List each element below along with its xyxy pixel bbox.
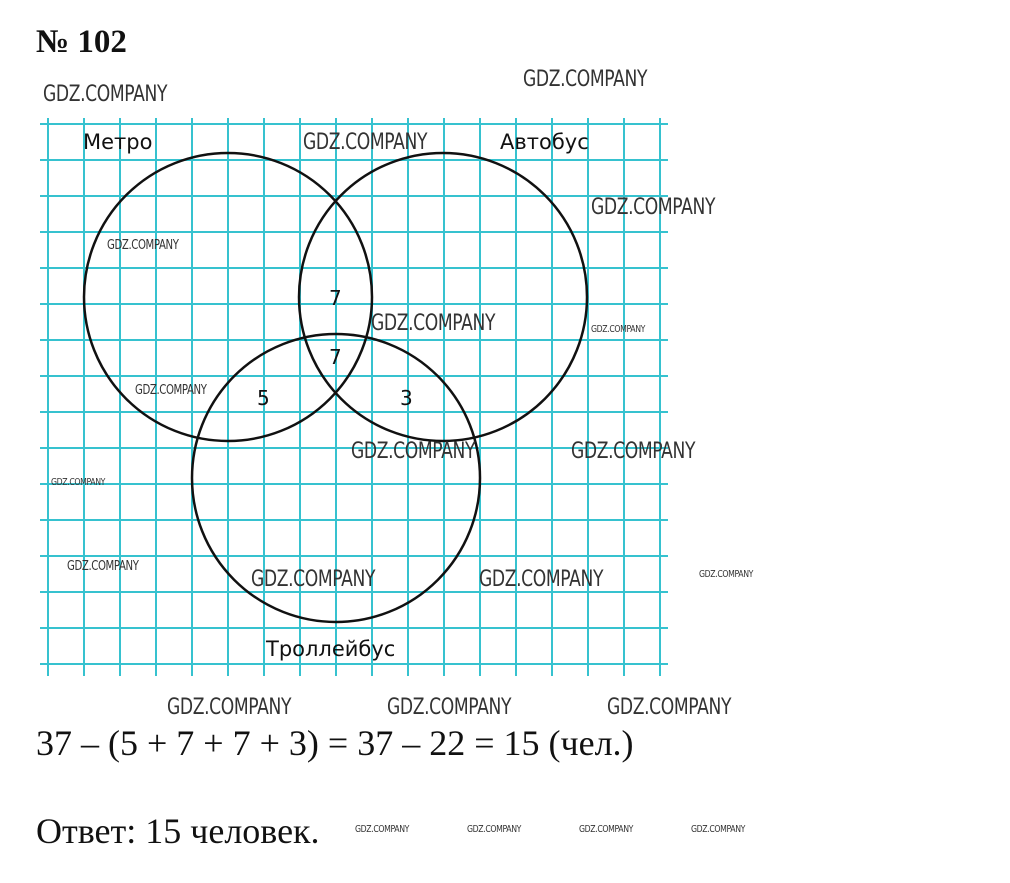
watermark: GDZ.COMPANY — [579, 824, 634, 835]
answer: Ответ: 15 человек. — [36, 811, 320, 851]
watermark: GDZ.COMPANY — [303, 130, 428, 155]
watermark: GDZ.COMPANY — [691, 824, 746, 835]
watermark: GDZ.COMPANY — [167, 695, 292, 720]
region-bus-trolley: 3 — [400, 386, 413, 410]
label-metro: Метро — [83, 130, 153, 154]
watermark: GDZ.COMPANY — [355, 824, 410, 835]
label-trolley: Троллейбус — [266, 637, 396, 661]
watermark: GDZ.COMPANY — [51, 477, 106, 488]
watermark: GDZ.COMPANY — [591, 324, 646, 335]
watermark: GDZ.COMPANY — [467, 824, 522, 835]
watermark: GDZ.COMPANY — [43, 82, 168, 107]
region-all-three: 7 — [329, 345, 342, 369]
watermark: GDZ.COMPANY — [251, 567, 376, 592]
watermark: GDZ.COMPANY — [351, 439, 476, 464]
watermark: GDZ.COMPANY — [135, 383, 207, 398]
watermark: GDZ.COMPANY — [523, 67, 648, 92]
region-metro-bus: 7 — [329, 286, 342, 310]
watermark: GDZ.COMPANY — [107, 238, 179, 253]
watermark: GDZ.COMPANY — [371, 311, 496, 336]
watermark: GDZ.COMPANY — [591, 195, 716, 220]
watermark: GDZ.COMPANY — [479, 567, 604, 592]
watermark: GDZ.COMPANY — [699, 569, 754, 580]
label-bus: Автобус — [500, 130, 589, 154]
equation: 37 – (5 + 7 + 7 + 3) = 37 – 22 = 15 (чел.) — [36, 723, 634, 763]
region-metro-trolley: 5 — [257, 386, 270, 410]
watermark: GDZ.COMPANY — [571, 439, 696, 464]
watermark: GDZ.COMPANY — [607, 695, 732, 720]
watermark: GDZ.COMPANY — [387, 695, 512, 720]
problem-number: № 102 — [36, 24, 127, 60]
watermark: GDZ.COMPANY — [67, 559, 139, 574]
